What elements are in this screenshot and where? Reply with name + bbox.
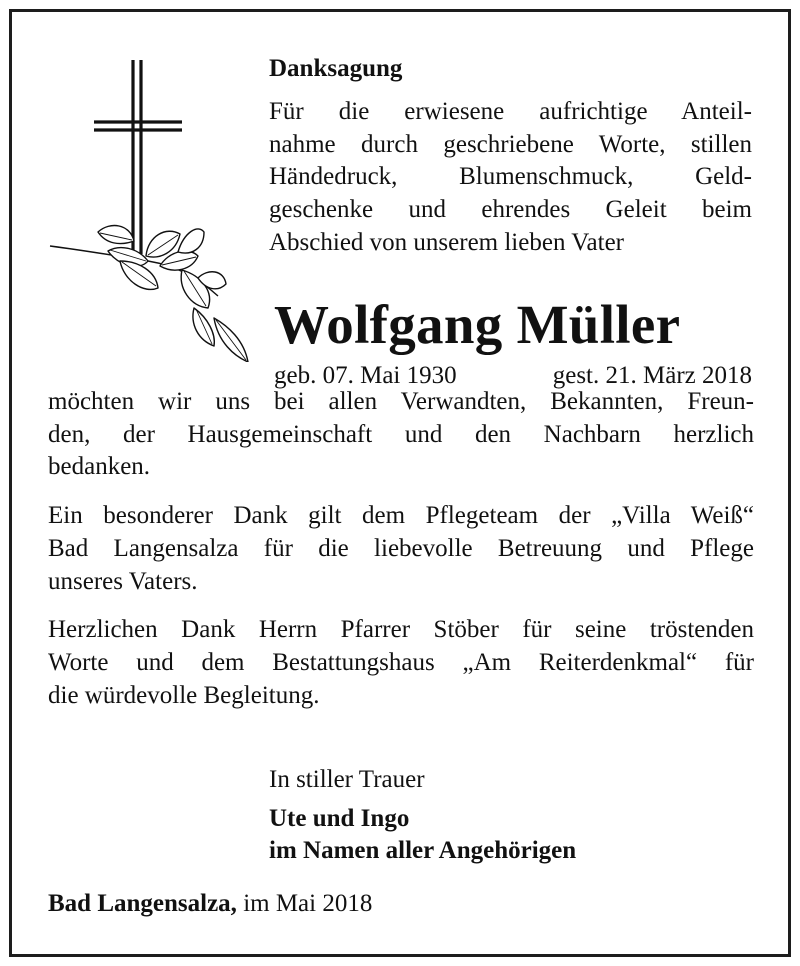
intro-line: Händedruck, Blumenschmuck, Geld-	[269, 163, 752, 191]
paragraph-line: Ein besonderer Dank gilt dem Pflegeteam der „Villa Weiß“	[48, 502, 754, 530]
signer-line: im Namen aller Angehörigen	[269, 837, 577, 865]
intro-line: nahme durch geschriebene Worte, stillen	[269, 130, 752, 158]
intro-line: geschenke und ehrendes Geleit beim	[269, 196, 752, 224]
notice-heading: Danksagung	[269, 55, 403, 82]
death-date: gest. 21. März 2018	[552, 362, 752, 389]
place-date	[48, 888, 372, 920]
obituary-notice	[9, 9, 791, 957]
paragraph-line: bedanken.	[48, 453, 151, 481]
thanks-body	[48, 386, 754, 728]
intro-line: Abschied von unserem lieben Vater	[269, 228, 624, 256]
signer-line: Ute und Ingo	[269, 804, 410, 832]
closing-phrase: In stiller Trauer	[269, 766, 425, 793]
paragraph-line: Bad Langensalza für die liebevolle Betreuung und Pflege	[48, 534, 754, 562]
paragraph-line: die würdevolle Begleitung.	[48, 681, 320, 709]
place: Bad Langensalza,	[48, 890, 237, 917]
date: im Mai 2018	[243, 890, 373, 917]
intro-block	[269, 54, 752, 260]
deceased-name: Wolfgang Müller	[274, 294, 681, 355]
paragraph	[48, 614, 754, 712]
cross-with-leaves-icon	[48, 56, 258, 362]
birth-date: geb. 07. Mai 1930	[274, 362, 457, 389]
intro-line: Für die erwiesene aufrichtige Anteil-	[269, 98, 752, 125]
paragraph-line: unseres Vaters.	[48, 567, 198, 595]
paragraph	[48, 386, 754, 484]
signers	[269, 803, 752, 868]
paragraph-line: den, der Hausgemeinschaft und den Nachbarn herzlich	[48, 420, 754, 448]
paragraph-line: möchten wir uns bei allen Verwandten, Bekannten, Freun-	[48, 388, 754, 415]
paragraph-line: Worte und dem Bestattungshaus „Am Reiterdenkmal“ für	[48, 648, 754, 676]
intro-text	[269, 96, 752, 260]
closing-block	[269, 764, 752, 868]
paragraph	[48, 500, 754, 598]
paragraph-line: Herzlichen Dank Herrn Pfarrer Stöber für seine tröstenden	[48, 616, 754, 644]
